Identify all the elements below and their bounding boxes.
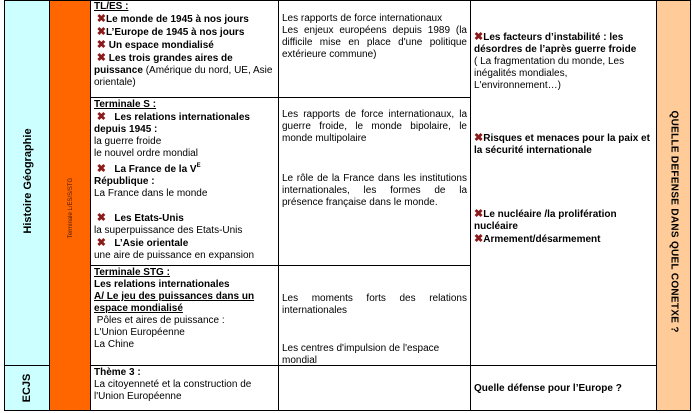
- notion-text: Les rapports de force internationaux: [282, 13, 443, 24]
- ts-notions-cell: [279, 108, 470, 146]
- ts-detail: une aire de puissance en expansion: [94, 250, 255, 261]
- bullet-icon: ✖: [96, 212, 106, 224]
- grid-line: [690, 0, 691, 411]
- grid-line: [4, 0, 5, 411]
- notion-text: Le rôle de la France dans les institutions internationales, les formes de la présence française dans le monde.: [282, 173, 467, 208]
- tles-item: Un espace mondialisé: [108, 40, 214, 51]
- grid-line: [49, 0, 50, 411]
- ecjs-label: ECJS: [21, 373, 33, 403]
- defense-item-title: Armement/désarmement: [483, 234, 601, 245]
- bullet-icon: ✖: [96, 163, 106, 175]
- tstg-subheading: Les relations internationales: [94, 279, 230, 290]
- bullet-icon: ✖: [96, 26, 106, 38]
- notion-text: Les enjeux européens depuis 1989 (la difficile mise en place d'une politique extérieure commune): [282, 25, 467, 60]
- tstg-detail: Pôles et aires de puissance :: [94, 315, 225, 326]
- bullet-icon: ✖: [474, 132, 484, 144]
- tles-item: L’Europe de 1945 à nos jours: [106, 27, 245, 38]
- bullet-icon: ✖: [96, 39, 106, 51]
- ts-detail: la guerre froide: [94, 136, 162, 147]
- grid-line: [4, 0, 90, 1]
- ecjs-detail: La citoyenneté et la construction de l'Union Européenne: [94, 379, 252, 402]
- ts-item: L’Asie orientale: [114, 238, 189, 249]
- ts-cell: [91, 98, 278, 265]
- defense-item: [471, 30, 656, 93]
- tles-item-detail: (Amérique du nord, UE, Asie orientale): [94, 65, 273, 88]
- ts-item-sup: E: [196, 163, 201, 169]
- defense-item-title: Les facteurs d’instabilité : les désordres de l’après guerre froide: [474, 32, 637, 55]
- ts-item: Les relations internationales depuis 1945 :: [94, 112, 250, 135]
- ecjs-heading: Thème 3 :: [94, 367, 141, 378]
- tles-cell: [91, 0, 278, 97]
- subject-label: Histoire Géographie: [22, 128, 34, 234]
- defense-item-title: Le nucléaire /la prolifération nucléaire: [474, 209, 617, 232]
- bullet-icon: ✖: [96, 237, 106, 249]
- ts-notions-cell: [279, 172, 470, 210]
- tles-item: Le monde de 1945 à nos jours: [106, 14, 249, 25]
- ts-item: La France de la V: [114, 164, 197, 175]
- notion-text: Les rapports de force internationaux, la guerre froide, le monde bipolaire, le monde multipolaire: [282, 109, 467, 144]
- grid-line: [656, 0, 657, 411]
- defense-item: [471, 131, 656, 158]
- ts-item: Les Etats-Unis: [114, 213, 184, 224]
- tstg-detail: L'Union Européenne: [94, 327, 185, 338]
- defense-item: [471, 207, 656, 247]
- banner-label: QUELLE DEFENSE DANS QUEL CONETXE ?: [668, 110, 680, 333]
- notion-text: Les moments forts des relations internationales: [282, 293, 467, 316]
- tstg-section: A/ Le jeu des puissances dans un espace mondialisé: [94, 291, 255, 314]
- tstg-heading: Terminale STG :: [94, 267, 170, 278]
- level-label: Terminale L/ES/S/STG: [68, 177, 74, 239]
- tstg-notions-cell: [279, 342, 470, 368]
- defense-item-title: Risques et menaces pour la paix et la sécurité internationale: [474, 133, 650, 156]
- tles-heading: TL/ES :: [94, 1, 129, 12]
- tstg-detail: La Chine: [94, 339, 135, 350]
- bullet-icon: ✖: [474, 208, 484, 220]
- tles-notions-cell: [279, 12, 470, 62]
- defense-item-detail: ( La fragmentation du monde, Les inégalités mondiales, L'environnement…): [474, 56, 625, 91]
- tstg-notions-cell: [279, 292, 470, 318]
- ts-detail: La France dans le monde: [94, 188, 208, 199]
- ts-heading: Terminale S :: [94, 99, 157, 110]
- ecjs-question: Quelle défense pour l’Europe ?: [474, 383, 622, 394]
- ts-detail: le nouvel ordre mondial: [94, 148, 198, 159]
- notion-text: Les centres d'impulsion de l'espace mondial: [282, 343, 440, 366]
- tstg-cell: [91, 266, 278, 365]
- ts-detail: la superpuissance des Etats-Unis: [94, 225, 243, 236]
- ts-item: République :: [94, 176, 155, 187]
- ecjs-cell: [91, 366, 278, 410]
- bullet-icon: ✖: [474, 31, 484, 43]
- bullet-icon: ✖: [96, 13, 106, 25]
- bullet-icon: ✖: [96, 52, 106, 64]
- tles-item: Les trois grandes aires de puissance: [94, 53, 233, 76]
- bullet-icon: ✖: [96, 111, 106, 123]
- bullet-icon: ✖: [474, 233, 484, 245]
